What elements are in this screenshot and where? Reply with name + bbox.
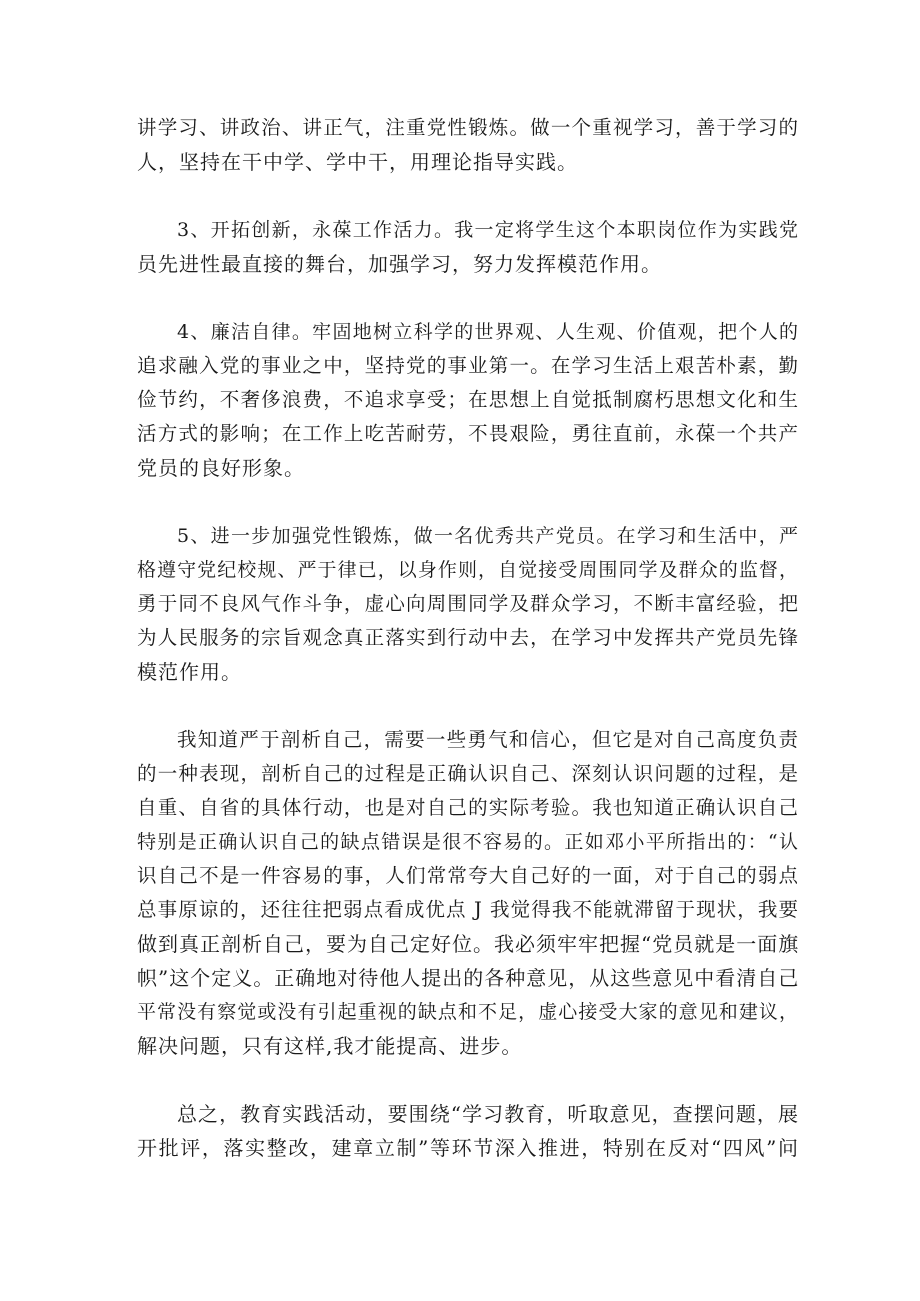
paragraph-1-line-1: 讲学习、讲政治、讲正气，注重党性锻炼。做一个重视学习，善于学习的 <box>137 116 799 139</box>
paragraph-3-line-4: 活方式的影响；在工作上吃苦耐劳，不畏艰险，勇往直前，永葆一个共产 <box>137 422 799 445</box>
paragraph-5-line-8: 帜”这个定义。正确地对待他人提出的各种意见，从这些意见中看清自己 <box>137 966 800 990</box>
paragraph-5-line-10: 解决问题，只有这样,我才能提高、进步。 <box>137 1034 523 1058</box>
paragraph-6-line-2: 开批评，落实整改，建章立制”等环节深入推进，特别在反对“四风”问 <box>137 1136 799 1160</box>
paragraph-6-line-1: 总之，教育实践活动，要围绕“学习教育，听取意见，查摆问题，展 <box>177 1102 799 1126</box>
paragraph-4-line-5: 模范作用。 <box>137 660 242 684</box>
paragraph-3-line-5: 党员的良好形象。 <box>137 456 305 480</box>
paragraph-6 <box>137 1097 799 1165</box>
paragraph-3-line-3: 俭节约，不奢侈浪费，不追求享受；在思想上自觉抵制腐朽思想文化和生 <box>137 388 799 411</box>
paragraph-5-line-9: 平常没有察觉或没有引起重视的缺点和不足，虚心接受大家的意见和建议， <box>137 1001 799 1023</box>
paragraph-3-line-2: 追求融入党的事业之中，坚持党的事业第一。在学习生活上艰苦朴素，勤 <box>137 354 799 377</box>
paragraph-5-line-2: 的一种表现，剖析自己的过程是正确认识自己、深刻认识问题的过程，是 <box>137 762 799 785</box>
paragraph-2-line-2: 员先进性最直接的舞台，加强学习，努力发挥模范作用。 <box>137 252 662 276</box>
paragraph-1 <box>137 111 799 179</box>
paragraph-4-line-4: 为人民服务的宗旨观念真正落实到行动中去，在学习中发挥共产党员先锋 <box>137 626 799 649</box>
paragraph-5-line-3: 自重、自省的具体行动，也是对自己的实际考验。我也知道正确认识自己 <box>137 796 799 819</box>
paragraph-3-line-1: 4、廉洁自律。牢固地树立科学的世界观、人生观、价值观，把个人的 <box>177 321 799 343</box>
paragraph-5-line-1: 我知道严于剖析自己，需要一些勇气和信心，但它是对自己高度负责 <box>177 728 799 751</box>
paragraph-5-line-5: 识自己不是一件容易的事，人们常常夸大自己好的一面，对于自己的弱点 <box>137 864 799 887</box>
paragraph-1-line-2: 人，坚持在干中学、学中干，用理论指导实践。 <box>137 150 578 174</box>
paragraph-5-line-7: 做到真正剖析自己，要为自己定好位。我必须牢牢把握“党员就是一面旗 <box>137 932 800 956</box>
paragraph-2-line-1: 3、开拓创新，永葆工作活力。我一定将学生这个本职岗位作为实践党 <box>177 219 799 241</box>
paragraph-4-line-3: 勇于同不良风气作斗争，虚心向周围同学及群众学习，不断丰富经验，把 <box>137 592 799 615</box>
paragraph-4-line-1: 5、进一步加强党性锻炼，做一名优秀共产党员。在学习和生活中，严 <box>177 525 799 547</box>
paragraph-4-line-2: 格遵守党纪校规、严于律已，以身作则，自觉接受周围同学及群众的监督， <box>137 559 799 581</box>
paragraph-2 <box>137 213 799 281</box>
paragraph-5 <box>137 723 799 1063</box>
paragraph-3 <box>137 315 799 485</box>
paragraph-5-line-6: 总事原谅的，还往往把弱点看成优点 J 我觉得我不能就滞留于现状，我要 <box>137 898 799 921</box>
paragraph-4 <box>137 519 799 689</box>
paragraph-5-line-4: 特别是正确认识自己的缺点错误是很不容易的。正如邓小平所指出的：“认 <box>137 831 799 853</box>
